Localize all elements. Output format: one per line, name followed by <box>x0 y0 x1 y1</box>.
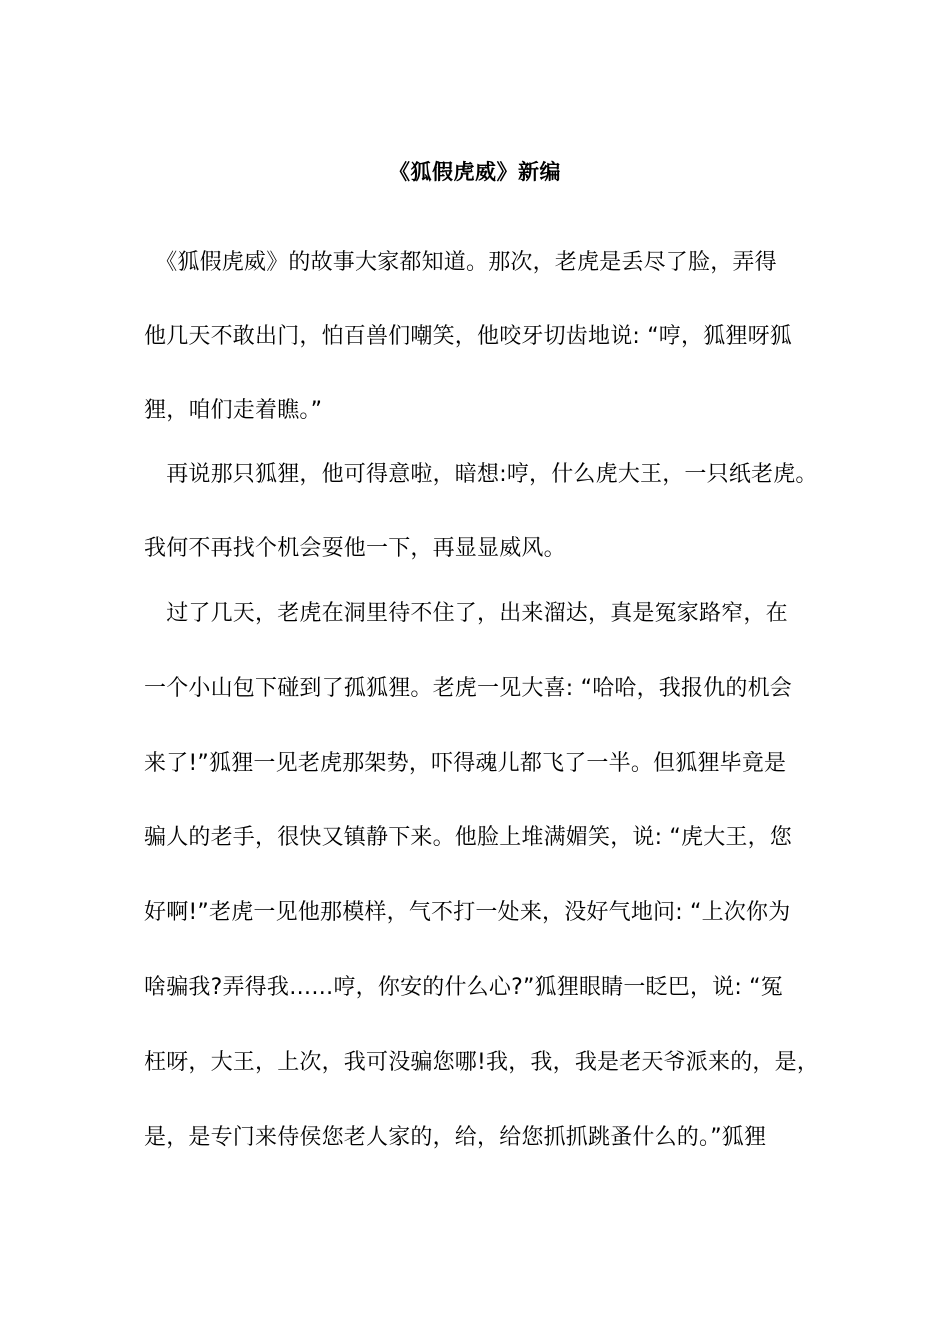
paragraph-line: 《狐假虎威》的故事大家都知道。那次，老虎是丢尽了脸，弄得 <box>144 250 777 275</box>
document-title: 《狐假虎威》新编 <box>389 160 561 184</box>
paragraph-line: 再说那只狐狸，他可得意啦，暗想:哼，什么虎大王，一只纸老虎。 <box>144 462 818 487</box>
paragraph-line: 我何不再找个机会耍他一下，再显显威风。 <box>144 536 566 561</box>
paragraph-line: 他几天不敢出门，怕百兽们嘲笑，他咬牙切齿地说: “哼，狐狸呀狐 <box>144 324 793 349</box>
paragraph-line: 好啊!”老虎一见他那模样，气不打一处来，没好气地问: “上次你为 <box>144 900 791 925</box>
paragraph-line: 一个小山包下碰到了孤狐狸。老虎一见大喜: “哈哈，我报仇的机会 <box>144 676 793 701</box>
paragraph-line: 来了!”狐狸一见老虎那架势，吓得魂儿都飞了一半。但狐狸毕竟是 <box>144 751 787 776</box>
paragraph-line: 狸，咱们走着瞧。” <box>144 398 323 423</box>
paragraph-line: 过了几天，老虎在洞里待不住了，出来溜达，真是冤家路窄，在 <box>144 601 788 626</box>
paragraph-line: 骗人的老手，很快又镇静下来。他脸上堆满媚笑，说: “虎大王，您 <box>144 825 793 850</box>
paragraph-line: 枉呀，大王，上次，我可没骗您哪!我，我，我是老天爷派来的，是， <box>144 1050 820 1075</box>
paragraph-line: 啥骗我?弄得我……哼，你安的什么心?”狐狸眼睛一眨巴，说: “冤 <box>144 975 783 1000</box>
paragraph-line: 是，是专门来侍侯您老人家的，给，给您抓抓跳蚤什么的。”狐狸 <box>144 1125 767 1150</box>
